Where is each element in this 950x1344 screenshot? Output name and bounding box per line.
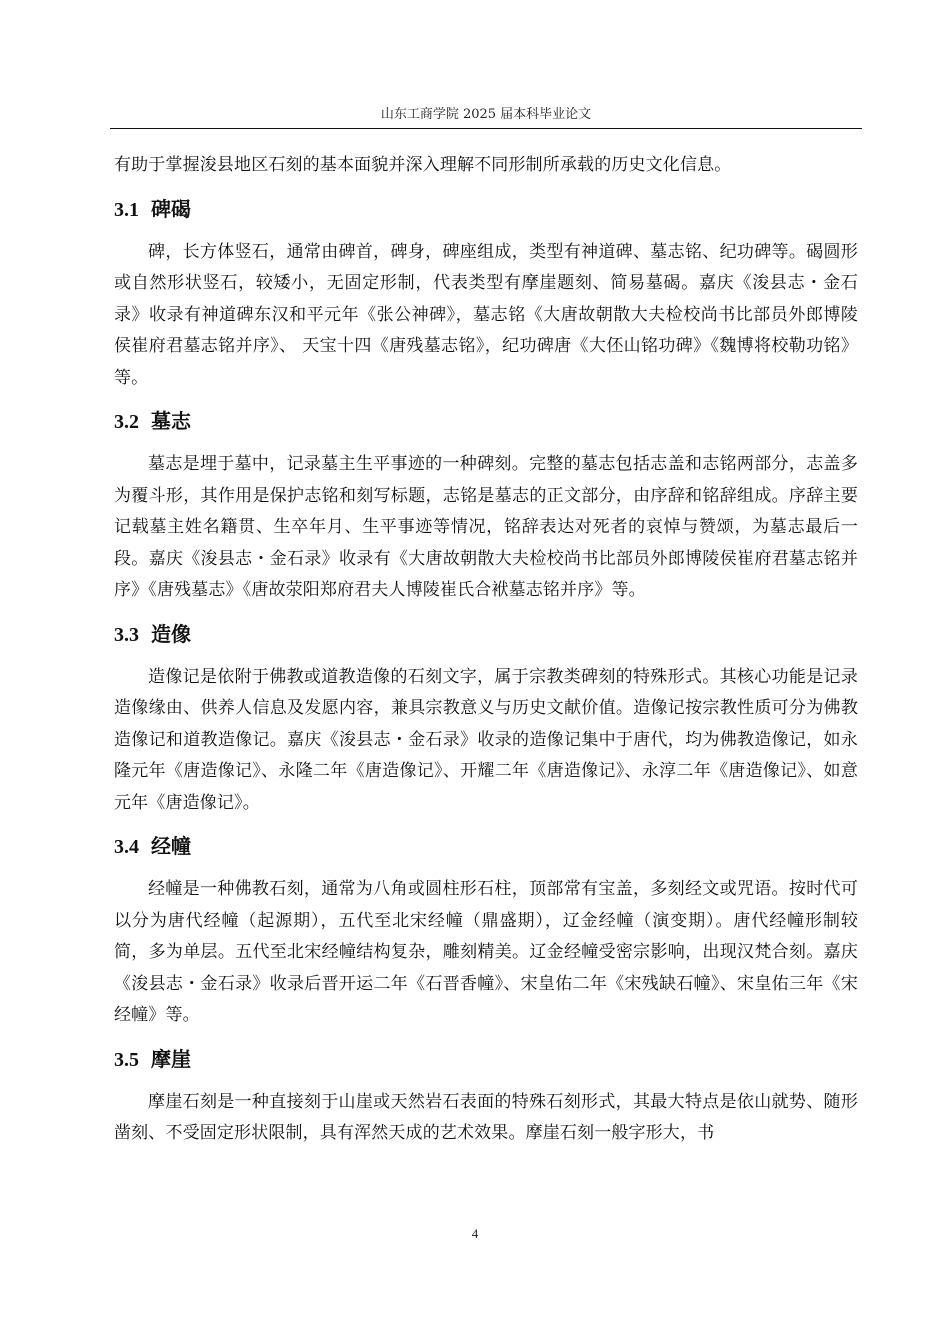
section-heading-3-5 (114, 1044, 858, 1075)
running-header: 山东工商学院 2025 届本科毕业论文 (380, 107, 592, 122)
section-number: 3.2 (114, 411, 139, 433)
section-number: 3.3 (114, 623, 139, 646)
section-paragraph-3-1: 碑，长方体竖石，通常由碑首，碑身，碑座组成，类型有神道碑、墓志铭、纪功碑等。碣圆形或自然形状竖石，较矮小，无固定形制，代表类型有摩崖题刻、简易墓碣。嘉庆《浚县志・金石录》收录有神道碑东汉和平元年《张公神碑》，墓志铭《大唐故朝散大夫检校尚书比部员外郎博陵侯崔府君墓志铭并序》、 天宝十四《唐残墓志铭》，纪功碑唐《大伾山铭功碑》《魏博将校勒功铭》等。 (114, 241, 858, 388)
section-heading-3-1 (114, 194, 858, 225)
section-paragraph-3-2: 墓志是埋于墓中，记录墓主生平事迹的一种碑刻。完整的墓志包括志盖和志铭两部分，志盖多为覆斗形，其作用是保护志铭和刻写标题，志铭是墓志的正文部分，由序辞和铭辞组成。序辞主要记载墓主姓名籍贯、生卒年月、生平事迹等情况，铭辞表达对死者的哀悼与赞颂，为墓志最后一段。嘉庆《浚县志・金石录》收录有《大唐故朝散大夫检校尚书比部员外郎博陵侯崔府君墓志铭并序》《唐残墓志》《唐故荥阳郑府君夫人博陵崔氏合袱墓志铭并序》等。 (114, 454, 858, 600)
page-number: 4 (471, 1226, 479, 1241)
header-rule (110, 128, 862, 129)
intro-paragraph: 有助于掌握浚县地区石刻的基本面貌并深入理解不同形制所承载的历史文化信息。 (114, 155, 732, 175)
section-title: 经幢 (151, 834, 191, 858)
section-title: 碑碣 (151, 196, 191, 221)
section-number: 3.1 (114, 198, 139, 221)
section-title: 造像 (151, 621, 191, 646)
section-number: 3.4 (114, 836, 139, 858)
section-heading-3-3 (114, 619, 858, 650)
section-heading-3-4 (114, 831, 858, 862)
section-number: 3.5 (114, 1048, 139, 1071)
section-heading-3-2 (114, 406, 858, 437)
section-paragraph-3-4: 经幢是一种佛教石刻，通常为八角或圆柱形石柱，顶部常有宝盖，多刻经文或咒语。按时代可以分为唐代经幢（起源期），五代至北宋经幢（鼎盛期），辽金经幢（演变期）。唐代经幢形制较简，多为单层。五代至北宋经幢结构复杂，雕刻精美。辽金经幢受密宗影响，出现汉梵合刻。嘉庆《浚县志・金石录》收录后晋开运二年《石晋香幢》、宋皇佑二年《宋残缺石幢》、宋皇佑三年《宋经幢》等。 (114, 879, 858, 1025)
page-body (114, 150, 858, 1150)
section-paragraph-3-5: 摩崖石刻是一种直接刻于山崖或天然岩石表面的特殊石刻形式，其最大特点是依山就势、随形凿刻、不受固定形状限制，具有浑然天成的艺术效果。摩崖石刻一般字形大，书 (114, 1091, 858, 1143)
section-title: 墓志 (151, 409, 191, 433)
section-title: 摩崖 (151, 1046, 191, 1071)
section-paragraph-3-3: 造像记是依附于佛教或道教造像的石刻文字，属于宗教类碑刻的特殊形式。其核心功能是记录造像缘由、供养人信息及发愿内容，兼具宗教意义与历史文献价值。造像记按宗教性质可分为佛教造像记和道教造像记。嘉庆《浚县志・金石录》收录的造像记集中于唐代，均为佛教造像记，如永隆元年《唐造像记》、永隆二年《唐造像记》、开耀二年《唐造像记》、永淳二年《唐造像记》、如意元年《唐造像记》。 (114, 666, 858, 813)
